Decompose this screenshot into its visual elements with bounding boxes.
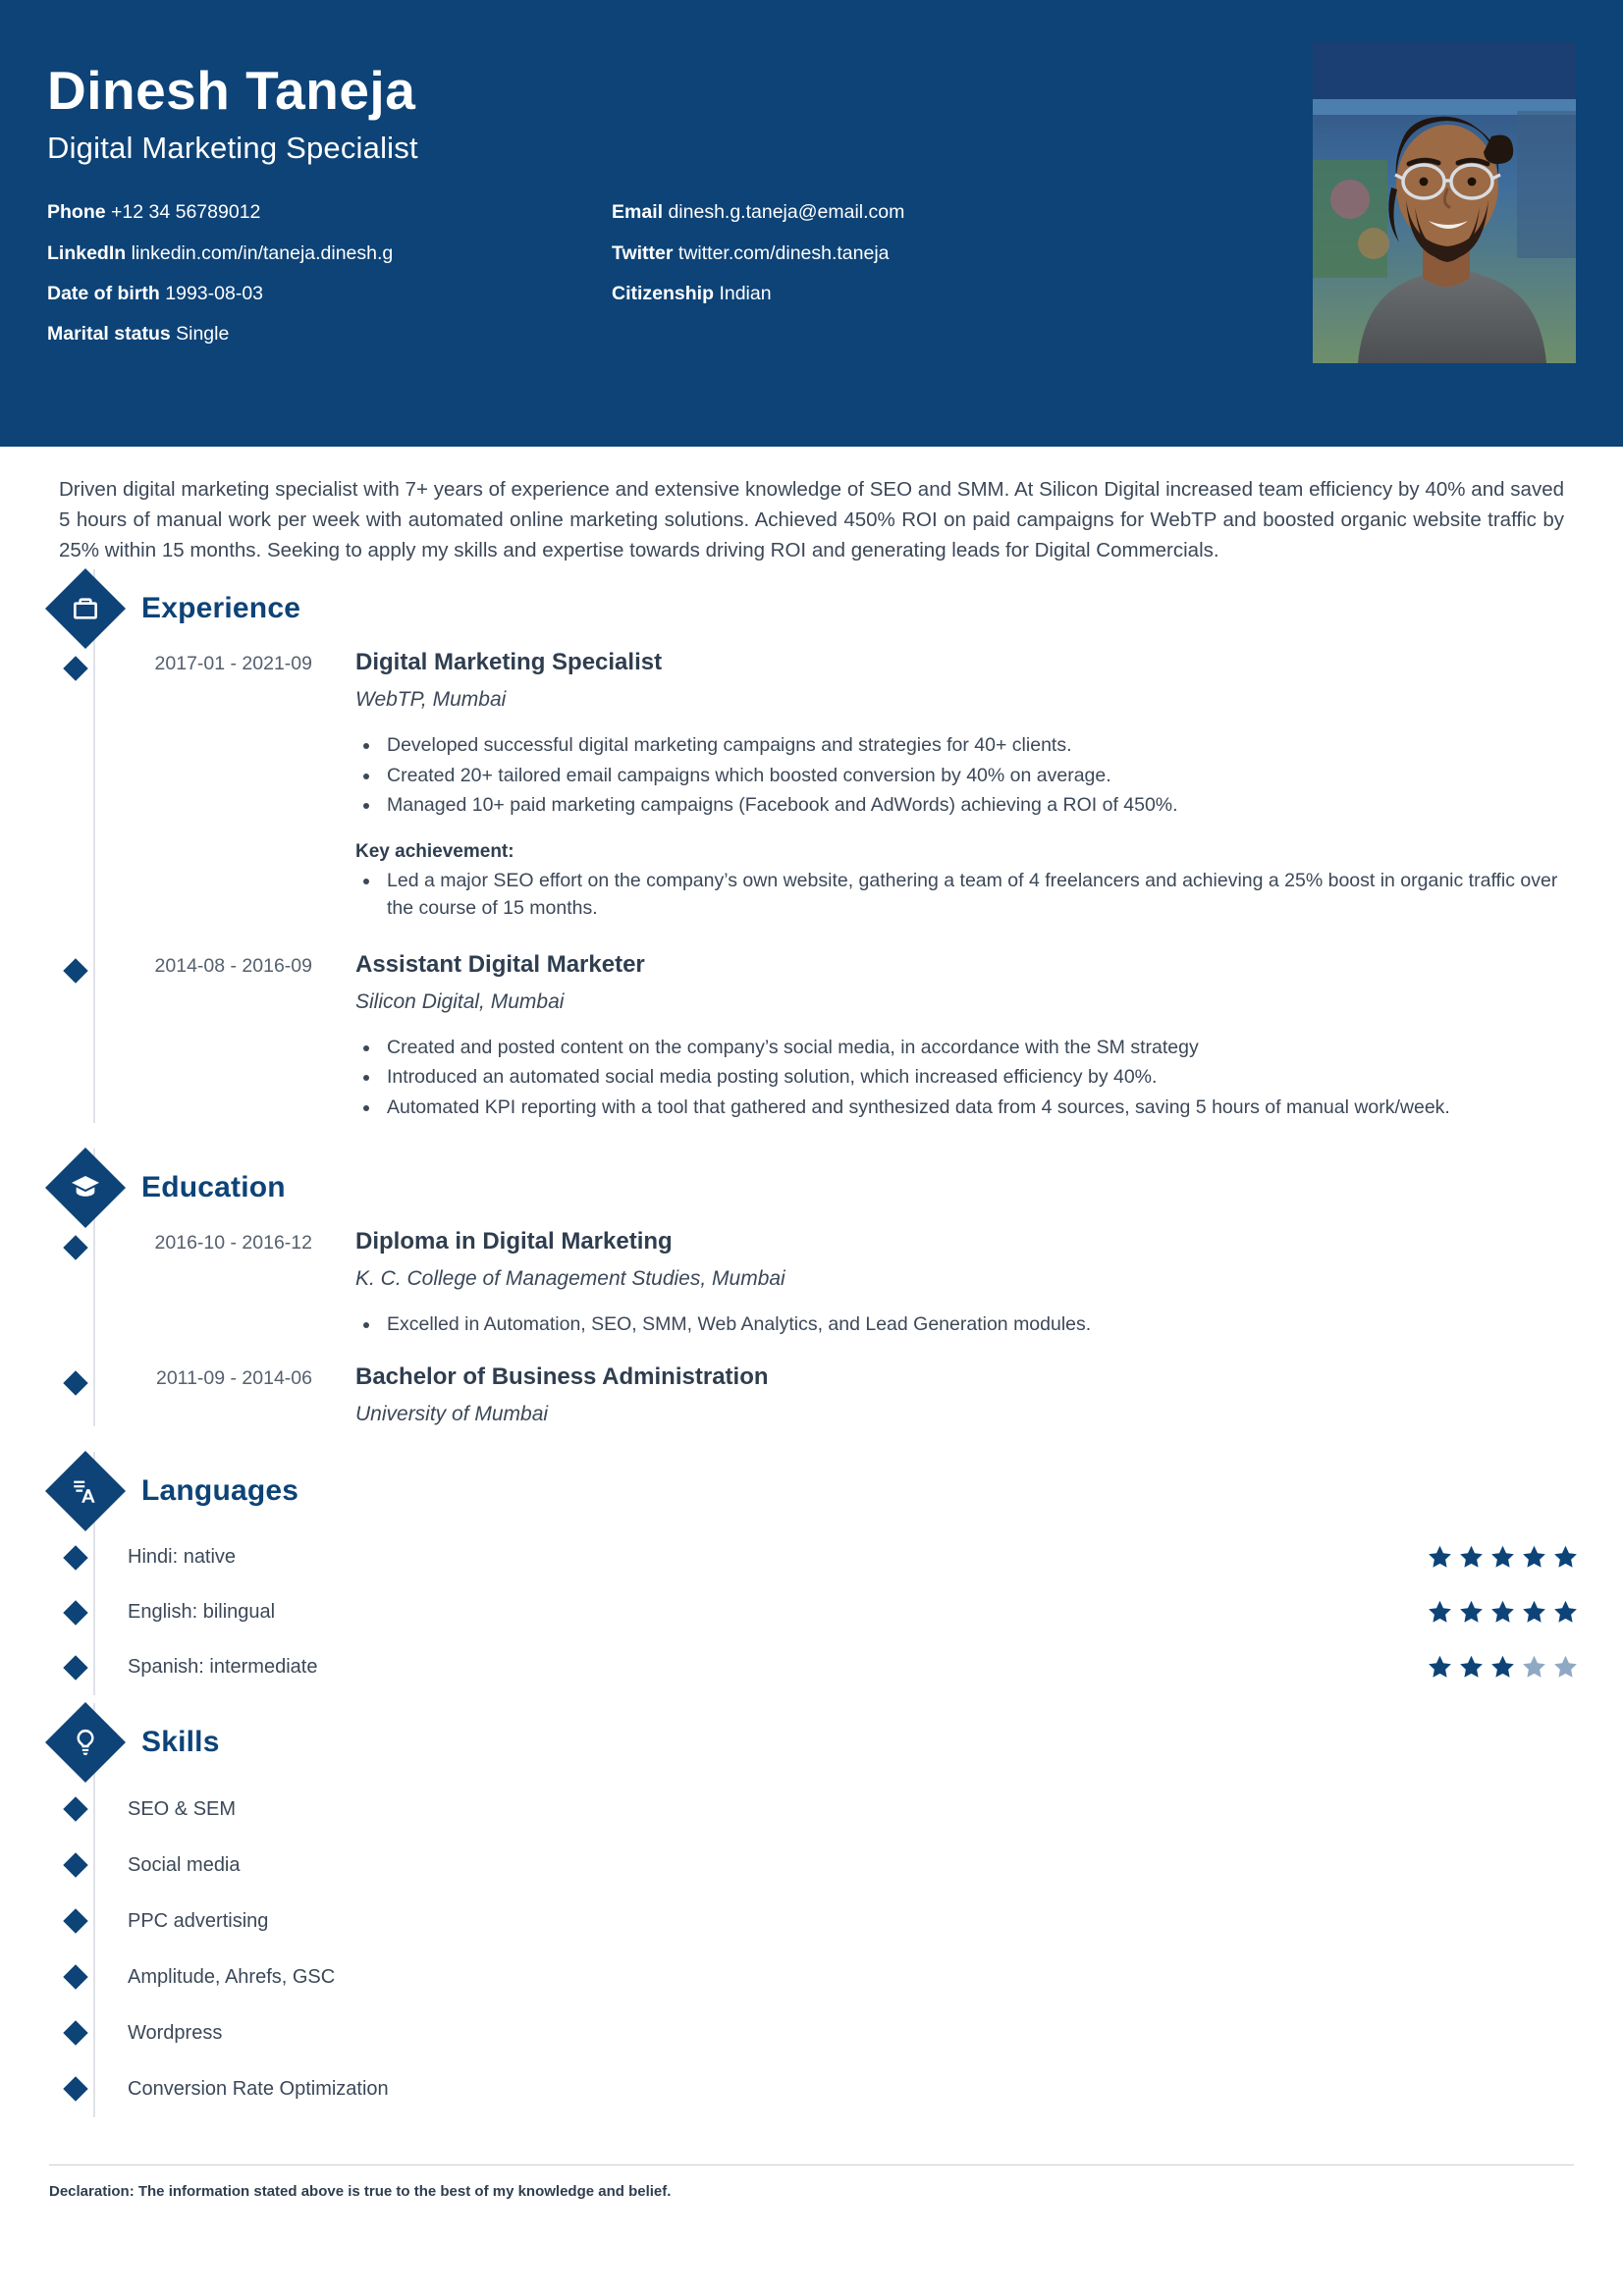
skill-label: Conversion Rate Optimization bbox=[128, 2077, 389, 2100]
entry-body bbox=[322, 1362, 1623, 1426]
entry-marker bbox=[57, 2024, 94, 2042]
list-item bbox=[0, 2061, 1623, 2117]
experience-entry bbox=[0, 950, 1623, 1123]
entry-dates: 2017-01 - 2021-09 bbox=[154, 653, 312, 675]
star-icon bbox=[1458, 1544, 1485, 1571]
star-icon bbox=[1489, 1599, 1516, 1626]
diamond-bullet-icon bbox=[63, 1235, 87, 1259]
diamond-bullet-icon bbox=[63, 1852, 87, 1877]
contact-value: dinesh.g.taneja@email.com bbox=[668, 201, 905, 224]
section-languages bbox=[0, 1452, 1623, 1695]
star-icon bbox=[1521, 1654, 1547, 1681]
language-label: Hindi: native bbox=[128, 1546, 237, 1569]
experience-entries bbox=[0, 648, 1623, 1123]
star-icon bbox=[1552, 1654, 1579, 1681]
contact-email bbox=[612, 199, 1147, 225]
entry-organization: K. C. College of Management Studies, Mumbai bbox=[355, 1267, 785, 1291]
entry-dates: 2016-10 - 2016-12 bbox=[154, 1232, 312, 1255]
entry-marker bbox=[57, 1912, 94, 1930]
resume-header bbox=[0, 0, 1623, 447]
graduation-cap-icon bbox=[45, 1148, 126, 1228]
list-item: • Automated KPI reporting with a tool that gathered and synthesized data from 4 sources, saving 5 hours of manual work/week. bbox=[381, 1094, 1584, 1121]
entry-dates: 2011-09 - 2014-06 bbox=[155, 1366, 312, 1389]
language-label: English: bilingual bbox=[128, 1601, 276, 1624]
diamond-bullet-icon bbox=[63, 1964, 87, 1989]
list-item: • Led a major SEO effort on the company’s own website, gathering a team of 4 freelancers and achieving a 25% boost in organic traffic over the course of 15 months. bbox=[381, 867, 1584, 923]
entry-marker bbox=[57, 1800, 94, 1818]
languages-list bbox=[0, 1530, 1623, 1695]
star-icon bbox=[1427, 1544, 1453, 1571]
skill-label: Wordpress bbox=[128, 2021, 223, 2044]
entry-title: Bachelor of Business Administration bbox=[355, 1362, 769, 1390]
divider bbox=[49, 2164, 1574, 2166]
star-icon bbox=[1521, 1599, 1547, 1626]
section-title: Skills bbox=[141, 1725, 220, 1758]
skill-label: PPC advertising bbox=[128, 1909, 269, 1932]
section-title: Education bbox=[141, 1171, 286, 1204]
contact-marital-status bbox=[47, 321, 612, 347]
header-text-block bbox=[47, 54, 1293, 347]
entry-body bbox=[322, 648, 1623, 924]
list-item: • Created and posted content on the company’s social media, in accordance with the SM strategy bbox=[381, 1034, 1584, 1061]
entry-body bbox=[322, 950, 1623, 1123]
list-item: • Developed successful digital marketing campaigns and strategies for 40+ clients. bbox=[381, 731, 1584, 759]
entry-title: Diploma in Digital Marketing bbox=[355, 1228, 673, 1255]
experience-entry bbox=[0, 648, 1623, 924]
section-skills bbox=[0, 1703, 1623, 2117]
skill-label: Amplitude, Ahrefs, GSC bbox=[128, 1965, 336, 1988]
list-item bbox=[0, 1949, 1623, 2005]
entry-marker bbox=[57, 1227, 94, 1256]
entry-marker bbox=[57, 2080, 94, 2098]
star-icon bbox=[1552, 1599, 1579, 1626]
entry-organization: Silicon Digital, Mumbai bbox=[355, 989, 565, 1013]
diamond-bullet-icon bbox=[63, 657, 87, 681]
diamond-bullet-icon bbox=[63, 2020, 87, 2045]
contact-value: twitter.com/dinesh.taneja bbox=[677, 241, 890, 264]
contact-date-of-birth bbox=[47, 281, 612, 306]
star-icon bbox=[1458, 1654, 1485, 1681]
star-icon bbox=[1458, 1599, 1485, 1626]
page-title: Dinesh Taneja bbox=[47, 60, 416, 121]
entry-title: Assistant Digital Marketer bbox=[355, 950, 645, 978]
skills-list bbox=[0, 1782, 1623, 2117]
star-icon bbox=[1521, 1544, 1547, 1571]
list-item: • Excelled in Automation, SEO, SMM, Web Analytics, and Lead Generation modules. bbox=[381, 1310, 1584, 1338]
list-item bbox=[0, 2005, 1623, 2061]
contact-value: Single bbox=[176, 323, 230, 346]
entry-organization: WebTP, Mumbai bbox=[355, 688, 507, 712]
list-item: • Introduced an automated social media posting solution, which increased efficiency by 40%. bbox=[381, 1063, 1584, 1091]
section-education bbox=[0, 1148, 1623, 1425]
translate-icon bbox=[45, 1451, 126, 1531]
diamond-bullet-icon bbox=[63, 1908, 87, 1933]
job-title: Digital Marketing Specialist bbox=[47, 131, 418, 166]
entry-body bbox=[322, 1227, 1623, 1340]
contact-label: Email bbox=[612, 201, 664, 224]
list-item bbox=[0, 1640, 1623, 1695]
education-entries bbox=[0, 1227, 1623, 1425]
list-item: • Managed 10+ paid marketing campaigns (Facebook and AdWords) achieving a ROI of 450%. bbox=[381, 791, 1584, 819]
contact-value: linkedin.com/in/taneja.dinesh.g bbox=[131, 241, 394, 264]
list-item bbox=[0, 1894, 1623, 1949]
contact-twitter bbox=[612, 240, 1147, 266]
list-item bbox=[0, 1585, 1623, 1640]
section-header-experience bbox=[0, 569, 1623, 648]
contact-value: 1993-08-03 bbox=[165, 282, 264, 304]
contact-grid bbox=[47, 199, 1147, 347]
contact-label: Marital status bbox=[47, 323, 171, 346]
entry-title: Digital Marketing Specialist bbox=[355, 649, 663, 676]
education-entry bbox=[0, 1227, 1623, 1340]
profile-summary: Driven digital marketing specialist with 7+ years of experience and extensive knowledge of SEO and SMM. At Silicon Digital increased team efficiency by 40% and saved 5 hours of manual work per week with automated online marketing solutions. Achieved 450% ROI on paid campaigns for WebTP and boosted organic website traffic by 25% within 15 months. Seeking to apply my skills and expertise towards driving ROI and generating leads for Digital Commercials. bbox=[59, 478, 1564, 562]
entry-bullets bbox=[355, 1310, 1584, 1338]
rating-stars bbox=[1427, 1599, 1623, 1626]
avatar bbox=[1313, 42, 1576, 363]
entry-marker bbox=[57, 1604, 94, 1622]
entry-marker bbox=[57, 1856, 94, 1874]
section-experience bbox=[0, 569, 1623, 1123]
star-icon bbox=[1427, 1599, 1453, 1626]
contact-label: Twitter bbox=[612, 241, 674, 264]
diamond-bullet-icon bbox=[63, 1600, 87, 1625]
entry-bullets bbox=[355, 731, 1584, 819]
declaration-text: Declaration: The information stated above is true to the best of my knowledge and belief. bbox=[49, 2183, 672, 2201]
entry-organization: University of Mumbai bbox=[355, 1402, 549, 1425]
contact-label: Citizenship bbox=[612, 282, 715, 304]
diamond-bullet-icon bbox=[63, 2076, 87, 2101]
entry-marker bbox=[57, 1968, 94, 1986]
star-icon bbox=[1489, 1654, 1516, 1681]
contact-label: LinkedIn bbox=[47, 241, 127, 264]
contact-citizenship bbox=[612, 281, 1147, 306]
key-achievement-bullets bbox=[355, 867, 1584, 923]
section-header-languages bbox=[0, 1452, 1623, 1530]
entry-marker bbox=[57, 648, 94, 677]
list-item: • Created 20+ tailored email campaigns which boosted conversion by 40% on average. bbox=[381, 762, 1584, 789]
list-item bbox=[0, 1838, 1623, 1894]
education-entry bbox=[0, 1362, 1623, 1426]
star-icon bbox=[1552, 1544, 1579, 1571]
diamond-bullet-icon bbox=[63, 958, 87, 983]
lightbulb-icon bbox=[45, 1702, 126, 1783]
section-title: Languages bbox=[141, 1473, 299, 1507]
section-header-skills bbox=[0, 1703, 1623, 1782]
entry-marker bbox=[57, 1549, 94, 1567]
diamond-bullet-icon bbox=[63, 1796, 87, 1821]
skill-label: SEO & SEM bbox=[128, 1797, 237, 1820]
diamond-bullet-icon bbox=[63, 1545, 87, 1570]
section-header-education bbox=[0, 1148, 1623, 1227]
diamond-bullet-icon bbox=[63, 1370, 87, 1395]
key-achievement-label: Key achievement: bbox=[355, 840, 514, 862]
contact-linkedin bbox=[47, 240, 612, 266]
contact-label: Phone bbox=[47, 201, 106, 224]
entry-bullets bbox=[355, 1034, 1584, 1121]
contact-value: +12 34 56789012 bbox=[111, 201, 261, 224]
contact-label: Date of birth bbox=[47, 282, 160, 304]
rating-stars bbox=[1427, 1654, 1623, 1681]
list-item bbox=[0, 1782, 1623, 1838]
section-title: Experience bbox=[141, 592, 301, 625]
entry-dates: 2014-08 - 2016-09 bbox=[154, 954, 312, 977]
language-label: Spanish: intermediate bbox=[128, 1656, 318, 1679]
list-item bbox=[0, 1530, 1623, 1585]
rating-stars bbox=[1427, 1544, 1623, 1571]
contact-phone bbox=[47, 199, 612, 225]
star-icon bbox=[1427, 1654, 1453, 1681]
entry-marker bbox=[57, 950, 94, 980]
star-icon bbox=[1489, 1544, 1516, 1571]
entry-marker bbox=[57, 1362, 94, 1392]
entry-marker bbox=[57, 1659, 94, 1677]
skill-label: Social media bbox=[128, 1853, 241, 1876]
contact-value: Indian bbox=[719, 282, 772, 304]
declaration-block bbox=[0, 2164, 1623, 2201]
briefcase-icon bbox=[45, 568, 126, 649]
diamond-bullet-icon bbox=[63, 1655, 87, 1680]
